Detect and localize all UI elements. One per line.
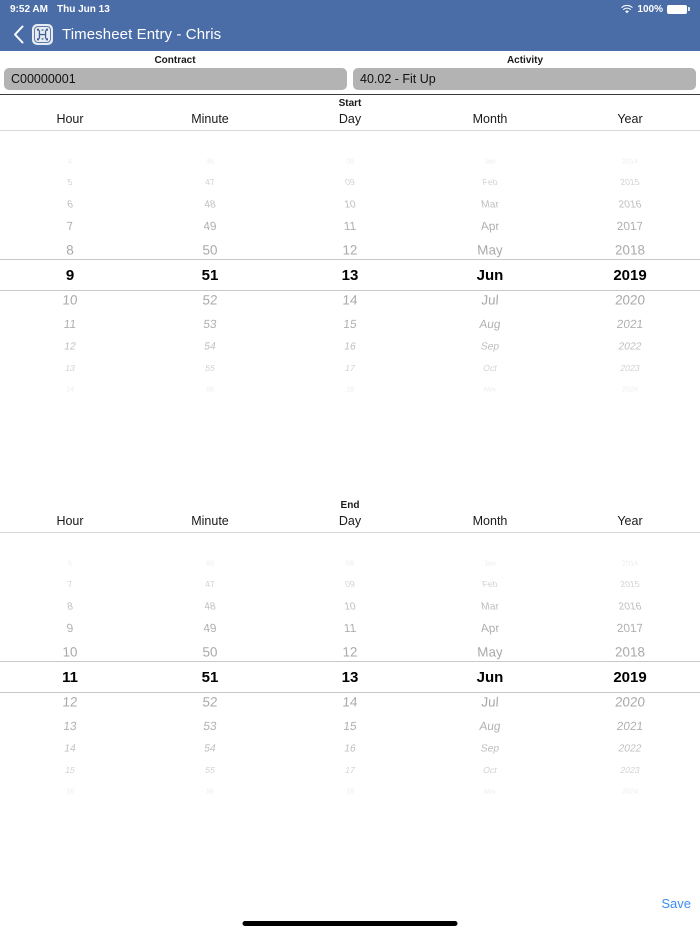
wheel-item[interactable]: Aug: [478, 719, 502, 733]
wheel-item[interactable]: Jan: [483, 559, 497, 568]
wheel-item[interactable]: 2024: [621, 787, 639, 796]
wheel-item[interactable]: 9: [65, 622, 75, 636]
wheel-item[interactable]: Apr: [479, 622, 501, 636]
wheel-item[interactable]: Feb: [481, 579, 499, 590]
wheel-item[interactable]: 52: [202, 695, 218, 711]
wheel-item-selected[interactable]: 51: [201, 267, 219, 284]
wheel-item[interactable]: 4: [67, 157, 73, 166]
fields-section: [0, 51, 700, 94]
wheel-item[interactable]: 2016: [617, 198, 643, 210]
wheel-item[interactable]: 12: [342, 242, 358, 258]
activity-label: Activity: [506, 55, 544, 66]
wheel-item[interactable]: Oct: [482, 765, 498, 776]
end-minute-label: Minute: [191, 514, 229, 528]
wheel-item[interactable]: 48: [203, 600, 217, 612]
field-values-row: [0, 66, 700, 94]
wheel-item[interactable]: 17: [344, 765, 356, 776]
wheel-item[interactable]: 47: [204, 177, 216, 188]
wheel-item[interactable]: 56: [205, 787, 215, 796]
end-picker-group: [0, 497, 700, 821]
wheel-item[interactable]: 11: [343, 220, 357, 234]
wheel-item[interactable]: Oct: [482, 363, 498, 374]
wheel-item[interactable]: 15: [64, 765, 76, 776]
start-picker-group: [0, 95, 700, 419]
start-day-wheel[interactable]: [280, 131, 420, 419]
wheel-item[interactable]: Jul: [480, 293, 500, 309]
wheel-item[interactable]: 09: [344, 579, 356, 590]
end-title: End: [340, 500, 360, 511]
navigation-bar: [0, 18, 700, 51]
contract-field[interactable]: C00000001: [4, 68, 347, 90]
wheel-item[interactable]: 7: [66, 579, 74, 590]
footer: [0, 880, 700, 934]
status-date: Thu Jun 13: [56, 3, 110, 15]
field-labels-row: [0, 51, 700, 66]
wheel-item[interactable]: Sep: [479, 743, 501, 755]
wheel-item[interactable]: 12: [63, 341, 77, 353]
wheel-item[interactable]: 50: [202, 644, 218, 660]
wheel-item[interactable]: Jul: [480, 695, 500, 711]
wheel-item[interactable]: 11: [343, 622, 357, 636]
wheel-item-selected[interactable]: 13: [341, 267, 359, 284]
wheel-item[interactable]: 49: [202, 622, 218, 636]
start-minute-label: Minute: [191, 112, 229, 126]
start-day-label: Day: [338, 112, 362, 126]
end-wheels: [0, 533, 700, 821]
wheel-item-selected[interactable]: 2019: [613, 669, 647, 686]
wheel-item[interactable]: 48: [203, 198, 217, 210]
wheel-item[interactable]: 6: [67, 559, 73, 568]
wheel-item[interactable]: 2016: [617, 600, 643, 612]
wheel-item[interactable]: 11: [63, 317, 77, 331]
wheel-item[interactable]: 2024: [621, 385, 639, 394]
start-month-wheel[interactable]: [420, 131, 560, 419]
wheel-item[interactable]: Feb: [481, 177, 499, 188]
wheel-item[interactable]: 53: [202, 719, 218, 733]
status-time: 9:52 AM: [10, 3, 48, 15]
wheel-item[interactable]: 08: [345, 157, 355, 166]
wheel-item-selected[interactable]: 9: [65, 267, 75, 284]
save-button[interactable]: Save: [661, 896, 691, 911]
wheel-item[interactable]: 53: [202, 317, 218, 331]
wifi-icon: [621, 5, 633, 14]
wheel-item-selected[interactable]: 51: [201, 669, 219, 686]
wheel-item[interactable]: 2023: [619, 363, 641, 374]
chevron-left-icon: [13, 25, 24, 44]
wheel-item[interactable]: 52: [202, 293, 218, 309]
wheel-item[interactable]: 18: [345, 787, 355, 796]
wheel-item[interactable]: 46: [205, 559, 215, 568]
wheel-item[interactable]: 12: [342, 644, 358, 660]
wheel-item[interactable]: 10: [343, 198, 357, 210]
wheel-item[interactable]: 13: [62, 719, 78, 733]
start-year-wheel[interactable]: [560, 131, 700, 419]
wheel-item[interactable]: 2018: [614, 644, 646, 660]
wheel-item[interactable]: 18: [345, 385, 355, 394]
activity-field[interactable]: 40.02 - Fit Up: [353, 68, 696, 90]
start-title: Start: [338, 98, 362, 109]
wheel-item[interactable]: 14: [65, 385, 75, 394]
wheel-item[interactable]: 2017: [616, 622, 644, 636]
wheel-item[interactable]: 2020: [614, 293, 646, 309]
wheel-item[interactable]: 2017: [616, 220, 644, 234]
end-hour-label: Hour: [56, 514, 84, 528]
start-wheels: [0, 131, 700, 419]
wheel-item[interactable]: 09: [344, 177, 356, 188]
wheel-item[interactable]: 10: [62, 293, 78, 309]
wheel-item[interactable]: 14: [63, 743, 77, 755]
picker-spacer: [0, 419, 700, 497]
wheel-item[interactable]: Nov: [482, 787, 498, 796]
page-title: Timesheet Entry - Chris: [62, 26, 222, 43]
end-hour-wheel[interactable]: [0, 533, 140, 821]
wheel-item[interactable]: Mar: [480, 600, 500, 612]
wheel-item[interactable]: 8: [65, 242, 75, 258]
end-day-wheel[interactable]: [280, 533, 420, 821]
end-day-label: Day: [338, 514, 362, 528]
wheel-item[interactable]: 2014: [621, 157, 639, 166]
wheel-item-selected[interactable]: 11: [62, 669, 78, 686]
contract-label: Contract: [154, 55, 196, 66]
wheel-item[interactable]: 6: [66, 198, 74, 210]
wheel-item[interactable]: 15: [342, 719, 358, 733]
wheel-item[interactable]: 8: [66, 600, 74, 612]
wheel-item[interactable]: 2015: [619, 177, 641, 188]
start-hour-wheel[interactable]: [0, 131, 140, 419]
wheel-item[interactable]: Apr: [479, 220, 501, 234]
wheel-item[interactable]: 54: [203, 743, 217, 755]
end-year-label: Year: [617, 514, 643, 528]
wheel-item[interactable]: 08: [345, 559, 355, 568]
home-indicator[interactable]: [243, 921, 458, 926]
wheel-item[interactable]: 56: [205, 385, 215, 394]
wheel-item[interactable]: May: [476, 644, 504, 660]
end-column-labels: [0, 510, 700, 532]
wheel-item[interactable]: 2022: [617, 341, 643, 353]
end-year-wheel[interactable]: [560, 533, 700, 821]
battery-percent: 100%: [637, 3, 663, 15]
wheel-item[interactable]: Aug: [478, 317, 502, 331]
wheel-item[interactable]: 12: [62, 695, 78, 711]
wheel-item[interactable]: Sep: [479, 341, 501, 353]
wheel-item[interactable]: 2020: [614, 695, 646, 711]
wheel-item[interactable]: 17: [344, 363, 356, 374]
wheel-item-selected[interactable]: Jun: [476, 267, 504, 284]
wheel-item[interactable]: 2018: [614, 242, 646, 258]
wheel-item[interactable]: 13: [64, 363, 76, 374]
wheel-item[interactable]: 14: [342, 695, 358, 711]
wheel-item[interactable]: 2014: [621, 559, 639, 568]
start-year-label: Year: [617, 112, 643, 126]
wheel-item-selected[interactable]: 2019: [613, 267, 647, 284]
wheel-item[interactable]: 2021: [616, 317, 644, 331]
start-column-labels: [0, 108, 700, 130]
wheel-item[interactable]: 14: [342, 293, 358, 309]
start-minute-wheel[interactable]: [140, 131, 280, 419]
wheel-item[interactable]: Jan: [483, 157, 497, 166]
wheel-item[interactable]: 16: [343, 743, 357, 755]
wheel-item[interactable]: 46: [205, 157, 215, 166]
status-bar-left: [10, 4, 110, 15]
wheel-item[interactable]: 2015: [619, 579, 641, 590]
back-button[interactable]: [10, 24, 26, 46]
wheel-item[interactable]: 7: [65, 220, 75, 234]
start-month-label: Month: [472, 112, 508, 126]
wheel-item[interactable]: 54: [203, 341, 217, 353]
status-bar: [0, 0, 700, 18]
end-minute-wheel[interactable]: [140, 533, 280, 821]
wheel-item[interactable]: Nov: [482, 385, 498, 394]
status-bar-right: [621, 4, 690, 15]
wheel-item[interactable]: 49: [202, 220, 218, 234]
end-month-label: Month: [472, 514, 508, 528]
wheel-item[interactable]: 16: [343, 341, 357, 353]
wheel-item[interactable]: 55: [204, 765, 216, 776]
wheel-item-selected[interactable]: Jun: [476, 669, 504, 686]
wheel-item[interactable]: Mar: [480, 198, 500, 210]
wheel-item[interactable]: 15: [342, 317, 358, 331]
wheel-item[interactable]: 55: [204, 363, 216, 374]
wheel-item[interactable]: 47: [204, 579, 216, 590]
wheel-item[interactable]: May: [476, 242, 504, 258]
wheel-item[interactable]: 10: [62, 644, 78, 660]
wheel-item-selected[interactable]: 13: [341, 669, 359, 686]
wheel-item[interactable]: 10: [343, 600, 357, 612]
battery-icon: [667, 5, 690, 14]
wheel-item[interactable]: 2023: [619, 765, 641, 776]
wheel-item[interactable]: 16: [65, 787, 75, 796]
end-month-wheel[interactable]: [420, 533, 560, 821]
wheel-item[interactable]: 50: [202, 242, 218, 258]
wheel-item[interactable]: 2022: [617, 743, 643, 755]
start-hour-label: Hour: [56, 112, 84, 126]
wheel-item[interactable]: 5: [66, 177, 74, 188]
wheel-item[interactable]: 2021: [616, 719, 644, 733]
app-logo-icon: [32, 24, 53, 45]
